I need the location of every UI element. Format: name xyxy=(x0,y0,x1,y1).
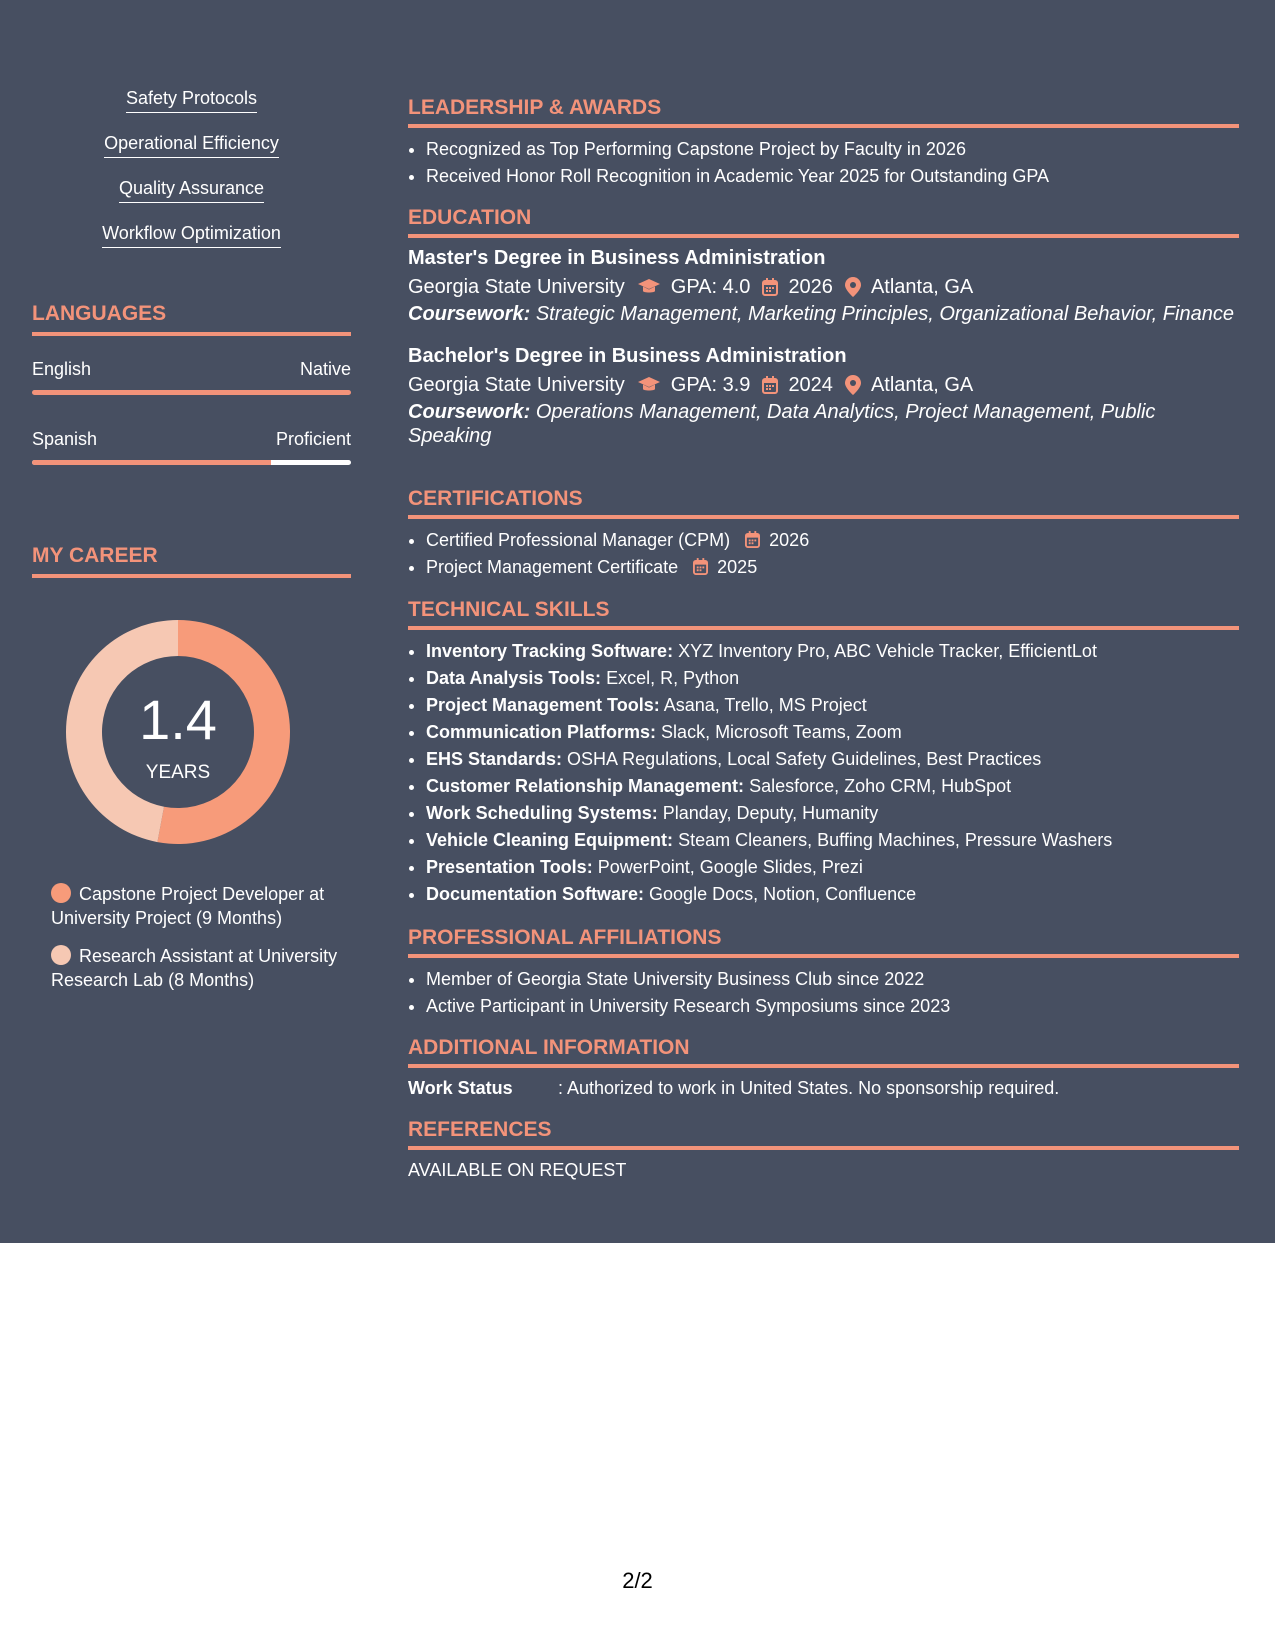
calendar-icon xyxy=(762,376,778,394)
career-legend-item xyxy=(51,944,341,992)
skill-label: Workflow Optimization xyxy=(102,223,281,248)
legend-dot-icon xyxy=(51,883,71,903)
certification-year: 2026 xyxy=(769,530,810,550)
graduation-cap-icon xyxy=(637,278,661,296)
technical-skills-list xyxy=(408,638,1239,908)
skill-category: Customer Relationship Management: xyxy=(426,776,745,796)
skill-category: Inventory Tracking Software: xyxy=(426,641,674,661)
education-section xyxy=(408,206,1239,448)
language-level-bar xyxy=(32,460,351,465)
skill-values: Google Docs, Notion, Confluence xyxy=(649,884,917,904)
skill-label: Safety Protocols xyxy=(126,88,257,113)
list-item xyxy=(426,773,1239,800)
graduation-year: 2024 xyxy=(788,374,833,396)
skill-label: Quality Assurance xyxy=(119,178,264,203)
degree-title: Bachelor's Degree in Business Administration xyxy=(408,345,847,367)
leadership-list xyxy=(408,136,1239,190)
coursework-label: Coursework: xyxy=(408,401,531,423)
technical-skills-section xyxy=(408,598,1239,908)
skill-values: Asana, Trello, MS Project xyxy=(663,695,867,715)
additional-info-heading: ADDITIONAL INFORMATION xyxy=(408,1036,1239,1068)
skill-category: Project Management Tools: xyxy=(426,695,660,715)
location-pin-icon xyxy=(845,375,861,395)
skill-values: XYZ Inventory Pro, ABC Vehicle Tracker, EfficientLot xyxy=(678,641,1097,661)
list-item: • Member of Georgia State University Business Club since 2022 xyxy=(426,966,1239,993)
skill-tag xyxy=(32,178,351,203)
references-section xyxy=(408,1118,1239,1181)
skill-category: Documentation Software: xyxy=(426,884,645,904)
technical-skills-heading: TECHNICAL SKILLS xyxy=(408,598,1239,630)
skill-category: Vehicle Cleaning Equipment: xyxy=(426,830,674,850)
skill-values: PowerPoint, Google Slides, Prezi xyxy=(597,857,863,877)
skill-values: Salesforce, Zoho CRM, HubSpot xyxy=(749,776,1012,796)
references-text: AVAILABLE ON REQUEST xyxy=(408,1160,627,1180)
certifications-list xyxy=(408,527,1239,581)
language-level: Proficient xyxy=(275,429,351,449)
certifications-heading: CERTIFICATIONS xyxy=(408,487,1239,519)
certification-name: Certified Professional Manager (CPM) xyxy=(426,530,731,550)
coursework-list: Strategic Management, Marketing Principles, Organizational Behavior, Finance xyxy=(535,303,1234,325)
language-name: English xyxy=(32,359,92,379)
list-item xyxy=(426,827,1239,854)
coursework xyxy=(408,302,1239,326)
list-item: • Active Participant in University Research Symposiums since 2023 xyxy=(426,993,1239,1020)
legend-dot-icon xyxy=(51,945,71,965)
career-legend-item xyxy=(51,882,341,930)
skill-category: Data Analysis Tools: xyxy=(426,668,602,688)
skill-label: Operational Efficiency xyxy=(104,133,279,158)
school-name: Georgia State University xyxy=(408,276,625,298)
coursework-list: Operations Management, Data Analytics, Project Management, Public Speaking xyxy=(408,401,1156,447)
graduation-cap-icon xyxy=(637,376,661,394)
skill-category: Presentation Tools: xyxy=(426,857,593,877)
school-location: Atlanta, GA xyxy=(870,374,974,396)
affiliations-section xyxy=(408,926,1239,1020)
language-spanish xyxy=(32,429,351,465)
certification-name: Project Management Certificate xyxy=(426,557,679,577)
list-item xyxy=(426,719,1239,746)
leadership-section xyxy=(408,96,1239,190)
skill-category: EHS Standards: xyxy=(426,749,563,769)
list-item xyxy=(426,638,1239,665)
language-level-fill xyxy=(32,460,271,465)
school-name: Georgia State University xyxy=(408,374,625,396)
coursework xyxy=(408,400,1239,448)
certifications-section xyxy=(408,487,1239,581)
additional-info-section xyxy=(408,1036,1239,1099)
affiliations-heading: PROFESSIONAL AFFILIATIONS xyxy=(408,926,1239,958)
languages-heading: LANGUAGES xyxy=(32,302,351,336)
career-legend-label: Research Assistant at University Research Lab (8 Months) xyxy=(51,946,338,990)
calendar-icon xyxy=(745,531,760,548)
skill-values: Excel, R, Python xyxy=(606,668,740,688)
affiliations-list xyxy=(408,966,1239,1020)
calendar-icon xyxy=(693,558,708,575)
language-level: Native xyxy=(299,359,351,379)
location-pin-icon xyxy=(845,277,861,297)
list-item xyxy=(426,800,1239,827)
language-english xyxy=(32,359,351,395)
skill-tag xyxy=(32,88,351,113)
gpa-value: GPA: 4.0 xyxy=(670,276,751,298)
education-meta xyxy=(408,272,1239,302)
skill-values: Steam Cleaners, Buffing Machines, Pressure Washers xyxy=(678,830,1113,850)
language-name: Spanish xyxy=(32,429,98,449)
career-donut-center xyxy=(66,620,290,844)
language-level-bar xyxy=(32,390,351,395)
language-level-fill xyxy=(32,390,351,395)
list-item xyxy=(426,854,1239,881)
work-status-row xyxy=(408,1078,1239,1099)
coursework-label: Coursework: xyxy=(408,303,531,325)
gpa-value: GPA: 3.9 xyxy=(670,374,751,396)
career-legend-label: Capstone Project Developer at University Project (9 Months) xyxy=(51,884,325,928)
career-heading: MY CAREER xyxy=(32,544,351,578)
list-item xyxy=(426,554,1239,581)
skill-values: Slack, Microsoft Teams, Zoom xyxy=(661,722,902,742)
list-item xyxy=(426,746,1239,773)
work-status-label: Work Status xyxy=(408,1078,513,1098)
skill-tag xyxy=(32,133,351,158)
skill-category: Work Scheduling Systems: xyxy=(426,803,658,823)
certification-year: 2025 xyxy=(717,557,758,577)
list-item: • Received Honor Roll Recognition in Academic Year 2025 for Outstanding GPA xyxy=(426,163,1239,190)
work-status-value: : Authorized to work in United States. No sponsorship required. xyxy=(558,1078,1060,1098)
skill-category: Communication Platforms: xyxy=(426,722,657,742)
list-item: • Recognized as Top Performing Capstone Project by Faculty in 2026 xyxy=(426,136,1239,163)
career-total-years: 1.4 xyxy=(139,688,217,751)
skill-values: OSHA Regulations, Local Safety Guidelines, Best Practices xyxy=(567,749,1042,769)
skill-values: Planday, Deputy, Humanity xyxy=(662,803,879,823)
degree-title: Master's Degree in Business Administration xyxy=(408,247,826,269)
school-location: Atlanta, GA xyxy=(870,276,974,298)
education-heading: EDUCATION xyxy=(408,206,1239,238)
leadership-heading: LEADERSHIP & AWARDS xyxy=(408,96,1239,128)
list-item xyxy=(426,692,1239,719)
graduation-year: 2026 xyxy=(788,276,833,298)
list-item xyxy=(426,881,1239,908)
calendar-icon xyxy=(762,278,778,296)
education-meta xyxy=(408,370,1239,400)
references-heading: REFERENCES xyxy=(408,1118,1239,1150)
skill-tag xyxy=(32,223,351,248)
career-total-unit: YEARS xyxy=(145,762,211,783)
page-number: 2/2 xyxy=(622,1568,653,1593)
list-item xyxy=(426,665,1239,692)
list-item xyxy=(426,527,1239,554)
